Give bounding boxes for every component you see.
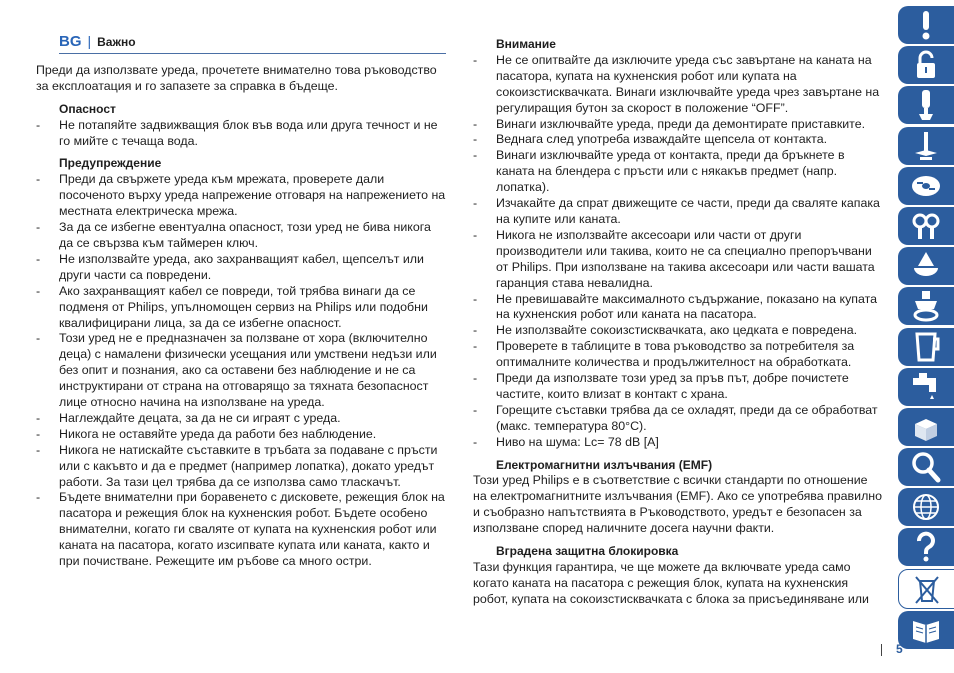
list-item: - Веднага след употреба изваждайте щепсела от контакта.	[473, 132, 883, 148]
list-item: - Наглеждайте децата, за да не си играят с уреда.	[36, 411, 446, 427]
safety-lock-heading: Вградена защитна блокировка	[496, 544, 679, 559]
list-item: - Преди да използвате този уред за пръв път, добре почистете частите, които влизат в контакт с храна.	[473, 371, 883, 403]
page-number: 5	[896, 642, 903, 656]
list-item: - Винаги изключвайте уреда от контакта, преди да бръкнете в каната на блендера с пръсти или с някакъв предмет (напр. лопатка).	[473, 148, 883, 196]
emf-heading: Електромагнитни излъчвания (EMF)	[496, 457, 713, 472]
warning-list	[36, 172, 446, 570]
list-item: - Винаги изключвайте уреда, преди да демонтирате приставките.	[473, 117, 883, 133]
emf-paragraph: Този уред Philips е в съответствие с всички стандарти по отношение на електромагнитните излъчвания (EMF). Ако се употребява правилно и съобразно напътствията в Ръководството, уредът е безопасен за използване според наличните досега научни факти.	[473, 473, 883, 536]
list-item: - Не използвайте сокоизстисквачката, ако цедката е повредена.	[473, 323, 883, 339]
magnifier-icon[interactable]	[898, 448, 954, 486]
storage-box-icon[interactable]	[898, 408, 954, 446]
section-header	[59, 34, 446, 54]
list-item: - Изчакайте да спрат движещите се части, преди да сваляте капака на купите или каната.	[473, 196, 883, 228]
list-item: - Не превишавайте максималното съдържание, показано на купата на кухненския робот или каната на пасатора.	[473, 292, 883, 324]
page-number-divider	[881, 644, 882, 656]
exclamation-icon[interactable]	[898, 6, 954, 44]
citrus-press-icon[interactable]	[898, 247, 954, 285]
kneading-tools-icon[interactable]	[898, 207, 954, 245]
list-item: - Проверете в таблиците в това ръководство за потребителя за оптималните количества и продължителност на обработката.	[473, 339, 883, 371]
list-item: - Никога не използвайте аксесоари или части от други производители или такива, които не са специално препоръчвани от Philips. При използване на такива аксесоари или части вашата гаранция става невалидна.	[473, 228, 883, 292]
danger-list	[36, 118, 446, 150]
list-item: - Бъдете внимателни при боравенето с дисковете, режещия блок на пасатора и режещия блок на кухненския робот. Бъдете особено внимателни, когато ги сваляте от купата на кухненския робот или каната на пасатора, когато изсипвате купата или каната, както и при почистване. Режещите им ръбове са много остри.	[36, 490, 446, 570]
hand-blender-icon[interactable]	[898, 86, 954, 124]
manual-book-icon[interactable]	[898, 611, 954, 649]
list-item: - Ниво на шума: Lc= 78 dB [A]	[473, 435, 883, 451]
header-separator: |	[87, 33, 92, 49]
list-item: - За да се избегне евентуална опасност, този уред не бива никога да се свързва към таймерен ключ.	[36, 220, 446, 252]
caution-heading: Внимание	[496, 37, 556, 51]
safety-lock-paragraph: Тази функция гарантира, че ще можете да включвате уреда само когато каната на пасатора с режещия блок, купата на кухненския робот, купата на сокоизстисквачката с блока за присъединяване или	[473, 560, 869, 606]
danger-heading: Опасност	[59, 101, 116, 116]
world-globe-icon[interactable]	[898, 488, 954, 526]
disc-icon[interactable]	[898, 167, 954, 205]
list-item: - Не се опитвайте да изключите уреда със завъртане на каната на пасатора, купата на кухненския робот или купата на сокоизстисквачката. Винаги изключвайте уреда чрез завъртане на регулиращия бутон за скорост в положение “OFF”.	[473, 53, 883, 117]
disposal-bin-icon[interactable]	[898, 569, 954, 609]
list-item: - Горещите съставки трябва да се охладят, преди да се обработват (макс. температура 80°C).	[473, 403, 883, 435]
list-item: - Никога не натискайте съставките в тръбата за подаване с пръсти или с какъвто и да е предмет (например лопатка), докато уредът работи. За тази цел трябва да се използва само тласкачът.	[36, 443, 446, 491]
list-item: - Ако захранващият кабел се повреди, той трябва винаги да се подменя от Philips, упълномощен сервиз на Philips или подобни квалифицирани лица, за да се избегне опасност.	[36, 284, 446, 332]
list-item: - Никога не оставяйте уреда да работи без наблюдение.	[36, 427, 446, 443]
left-column	[36, 34, 446, 570]
intro-paragraph: Преди да използвате уреда, прочетете внимателно това ръководство за експлоатация и го запазете за справка в бъдеще.	[36, 62, 437, 93]
language-code: BG	[59, 33, 82, 50]
chapter-tabs	[898, 6, 954, 651]
list-item: - Не потапяйте задвижващия блок във вода или друга течност и не го мийте с течаща вода.	[36, 118, 446, 150]
padlock-icon[interactable]	[898, 46, 954, 84]
water-tap-icon[interactable]	[898, 368, 954, 406]
warning-heading: Предупреждение	[59, 156, 162, 171]
juicer-icon[interactable]	[898, 287, 954, 325]
section-title: Важно	[97, 35, 136, 49]
question-mark-icon[interactable]	[898, 528, 954, 566]
list-item: - Този уред не е предназначен за ползване от хора (включително деца) с намалени физически усещания или умствени недъзи или без опит и познания, ако са оставени без наблюдение и не са инструктирани от страна на отговарящо за тяхната безопасност лице относно начина на използване на уреда.	[36, 331, 446, 411]
list-item: - Не използвайте уреда, ако захранващият кабел, щепселът или други части са повредени.	[36, 252, 446, 284]
measuring-jug-icon[interactable]	[898, 328, 954, 366]
right-column	[473, 37, 883, 608]
list-item: - Преди да свържете уреда към мрежата, проверете дали посоченото върху уреда напрежение отговаря на напрежението на местната електрическа мрежа.	[36, 172, 446, 220]
blade-icon[interactable]	[898, 127, 954, 165]
caution-list	[473, 53, 883, 451]
